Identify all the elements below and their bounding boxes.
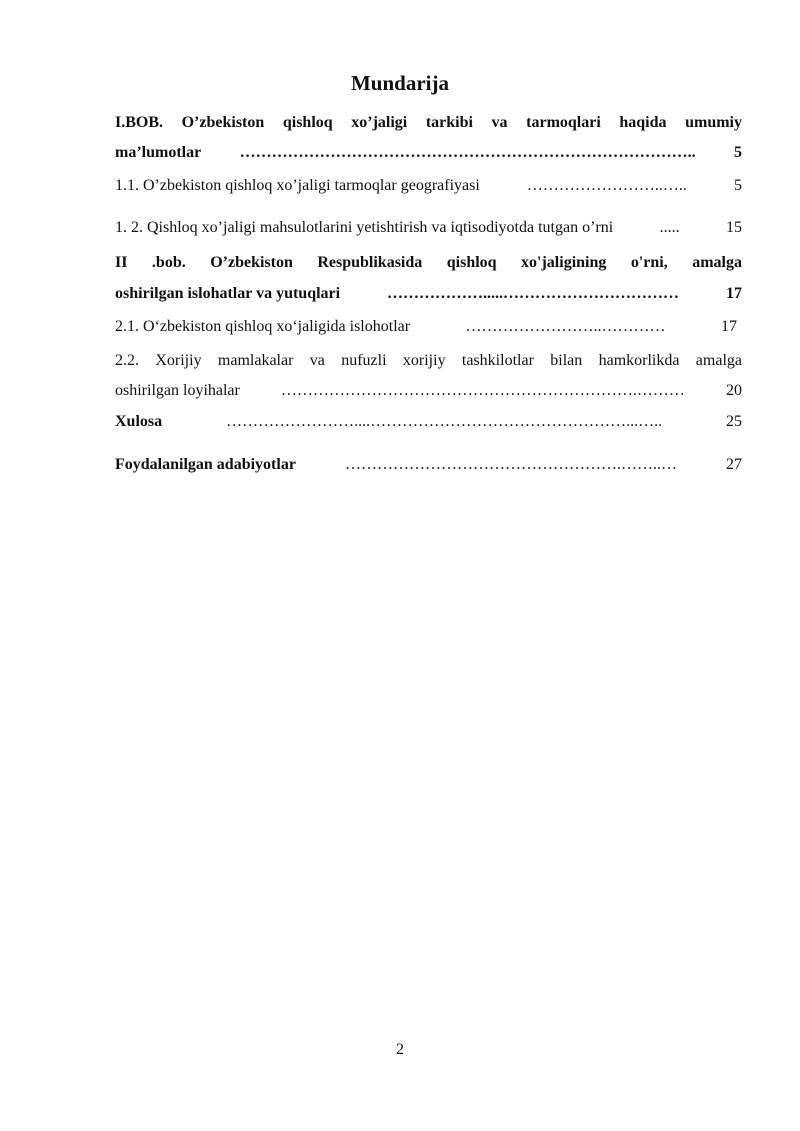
toc-entry-text: 2.1. O‘zbekiston qishloq xo‘jaligida islohotlar [115,318,411,335]
toc-entry-text: ma’lumotlar [115,144,202,161]
toc-entry-text: Foydalanilgan adabiyotlar [115,456,296,473]
toc-page-number: 5 [734,144,742,161]
toc-section-2-1 [115,312,737,342]
toc-page-number: 5 [734,177,742,194]
toc-entry-text: Xulosa [115,413,163,430]
toc-leader-dots: ………………………………………………………………………….. [239,144,696,161]
toc-leader-dots: ……………………..………… [465,318,666,335]
toc-conclusion [115,407,742,437]
toc-page-number: 17 [726,285,742,302]
page-number: 2 [396,1041,404,1058]
toc-section-1-2 [115,213,742,243]
toc-page-number: 27 [726,456,742,473]
toc-entry-text: oshirilgan loyihalar [115,382,240,399]
toc-leader-dots: ……………….....…………………………… [387,285,680,302]
toc-section-2-2-line-1: 2.2. Xorijiy mamlakalar va nufuzli xorijiy tashkilotlar bilan hamkorlikda amalga [115,352,742,369]
toc-chapter-2-line-2 [115,279,742,309]
toc-section-1-1 [115,171,742,201]
toc-entry-text: 1. 2. Qishloq xo’jaligi mahsulotlarini yetishtirish va iqtisodiyotda tutgan o’rni [115,219,614,236]
toc-entry-text: oshirilgan islohatlar va yutuqlari [115,285,341,302]
toc-section-2-2-line-2 [115,376,742,406]
toc-page-number: 15 [726,219,742,236]
toc-leader-dots: ..... [659,219,680,236]
toc-entry-text: 1.1. O’zbekiston qishloq xo’jaligi tarmoqlar geografiyasi [115,177,480,194]
toc-page-number: 25 [726,413,742,430]
page-title: Mundarija [350,71,449,95]
toc-page-number: 20 [726,382,742,399]
toc-chapter-1-line-1: I.BOB. O’zbekiston qishloq xo’jaligi tarkibi va tarmoqlari haqida umumiy [115,114,742,131]
toc-leader-dots: ……………………..….. [526,177,687,194]
toc-chapter-1-line-2 [115,138,742,168]
toc-references [115,450,742,480]
toc-chapter-2-line-1: II .bob. O’zbekiston Respublikasida qishloq xo'jaligining o'rni, amalga [115,254,742,271]
toc-page-number: 17 [721,318,737,335]
toc-leader-dots: ……………………....…………………………………………...….. [226,413,663,430]
toc-leader-dots: …………………………………………….……..… [344,456,677,473]
toc-leader-dots: ………………………………………………………….……… [280,382,685,399]
